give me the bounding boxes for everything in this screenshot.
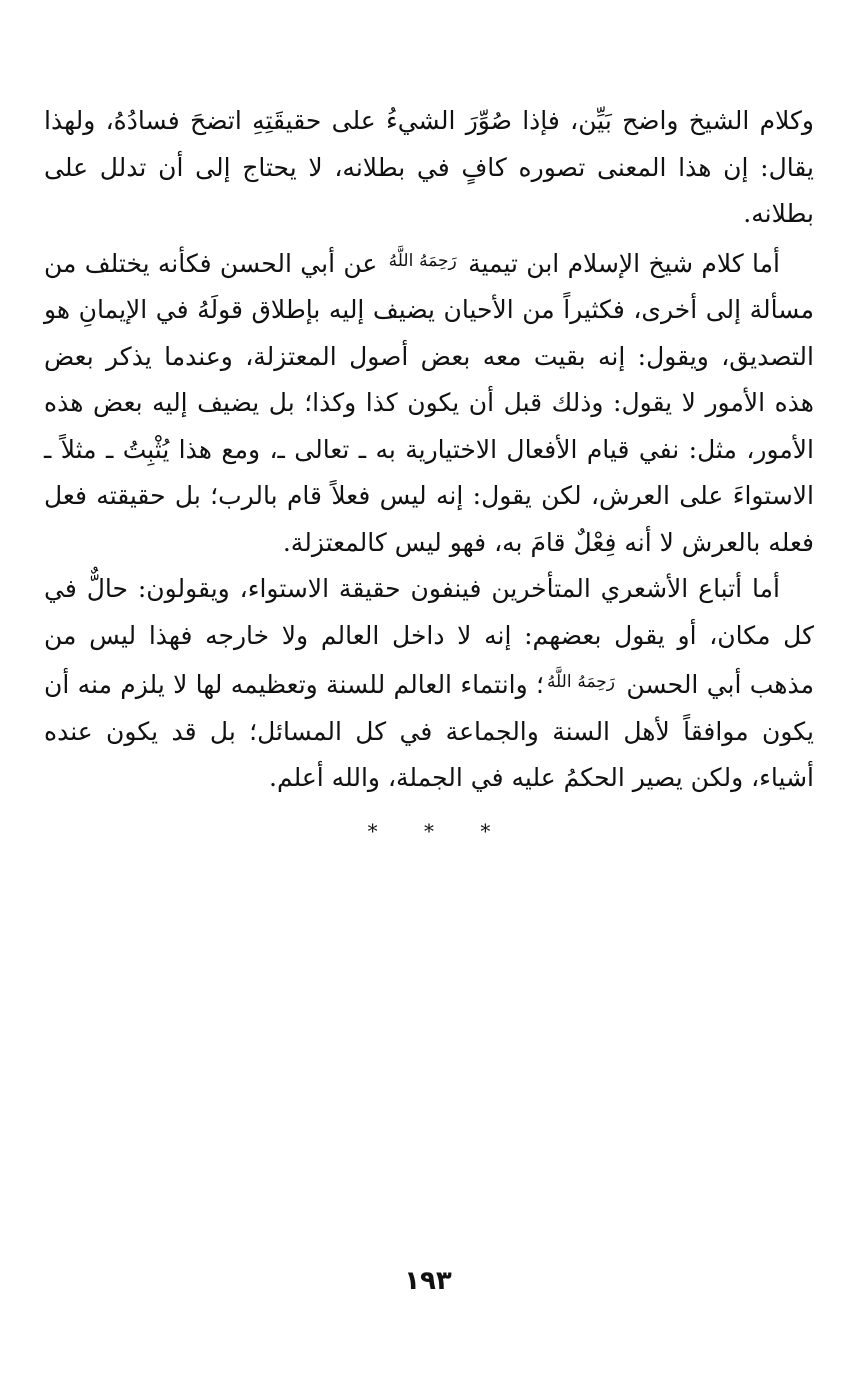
section-separator: * * *	[367, 818, 511, 843]
honorific-phrase: رَحِمَهُ اللَّهُ	[388, 250, 457, 271]
paragraph-3-text-end: ؛ وانتماء العالم للسنة وتعظيمه لها لا يلزم منه أن يكون موافقاً لأهل السنة والجماعة في كل المسائل؛ بل قد يكون عنده أشياء، ولكن يصير الحكمُ عليه في الجملة، والله أعلم.	[44, 670, 814, 792]
paragraph-2-text-start: أما كلام شيخ الإسلام ابن تيمية	[468, 248, 780, 278]
document-body	[44, 98, 814, 846]
page-number: ١٩٣	[404, 1266, 452, 1296]
paragraph-2-text-end: عن أبي الحسن فكأنه يختلف من مسألة إلى أخرى، فكثيراً من الأحيان يضيف إليه بإطلاق قولَهُ في الإيمانِ هو التصديق، ويقول: إنه بقيت معه بعض أصول المعتزلة، وعندما يذكر بعض هذه الأمور لا يقول: وذلك قبل أن يكون كذا وكذا؛ بل يضيف إليه بعض هذه الأمور، مثل: نفي قيام الأفعال الاختيارية به ـ تعالى ـ، ومع هذا يُثْبِتُ ـ مثلاً ـ الاستواءَ على العرش، لكن يقول: إنه ليس فعلاً قام بالرب؛ بل حقيقته فعل فعله بالعرش لا أنه فِعْلٌ قامَ به، فهو ليس كالمعتزلة.	[44, 248, 814, 557]
paragraph-1	[44, 98, 814, 238]
paragraph-1-text: وكلام الشيخ واضح بَيِّن، فإذا صُوِّرَ الشيءُ على حقيقَتِهِ اتضحَ فسادُهُ، ولهذا يقال: إن هذا المعنى تصوره كافٍ في بطلانه، لا يحتاج إلى أن تدلل على بطلانه.	[44, 106, 814, 228]
paragraph-2	[44, 238, 814, 567]
paragraph-3	[44, 566, 814, 802]
honorific-phrase: رَحِمَهُ اللَّهُ	[546, 672, 616, 692]
paragraph-3-text-start: أما أتباع الأشعري المتأخرين فينفون حقيقة الاستواء، ويقولون: حالٌّ في كل مكان، أو يقول بعضهم: إنه لا داخل العالم ولا خارجه فهذا ليس من مذهب أبي الحسن	[44, 574, 814, 699]
